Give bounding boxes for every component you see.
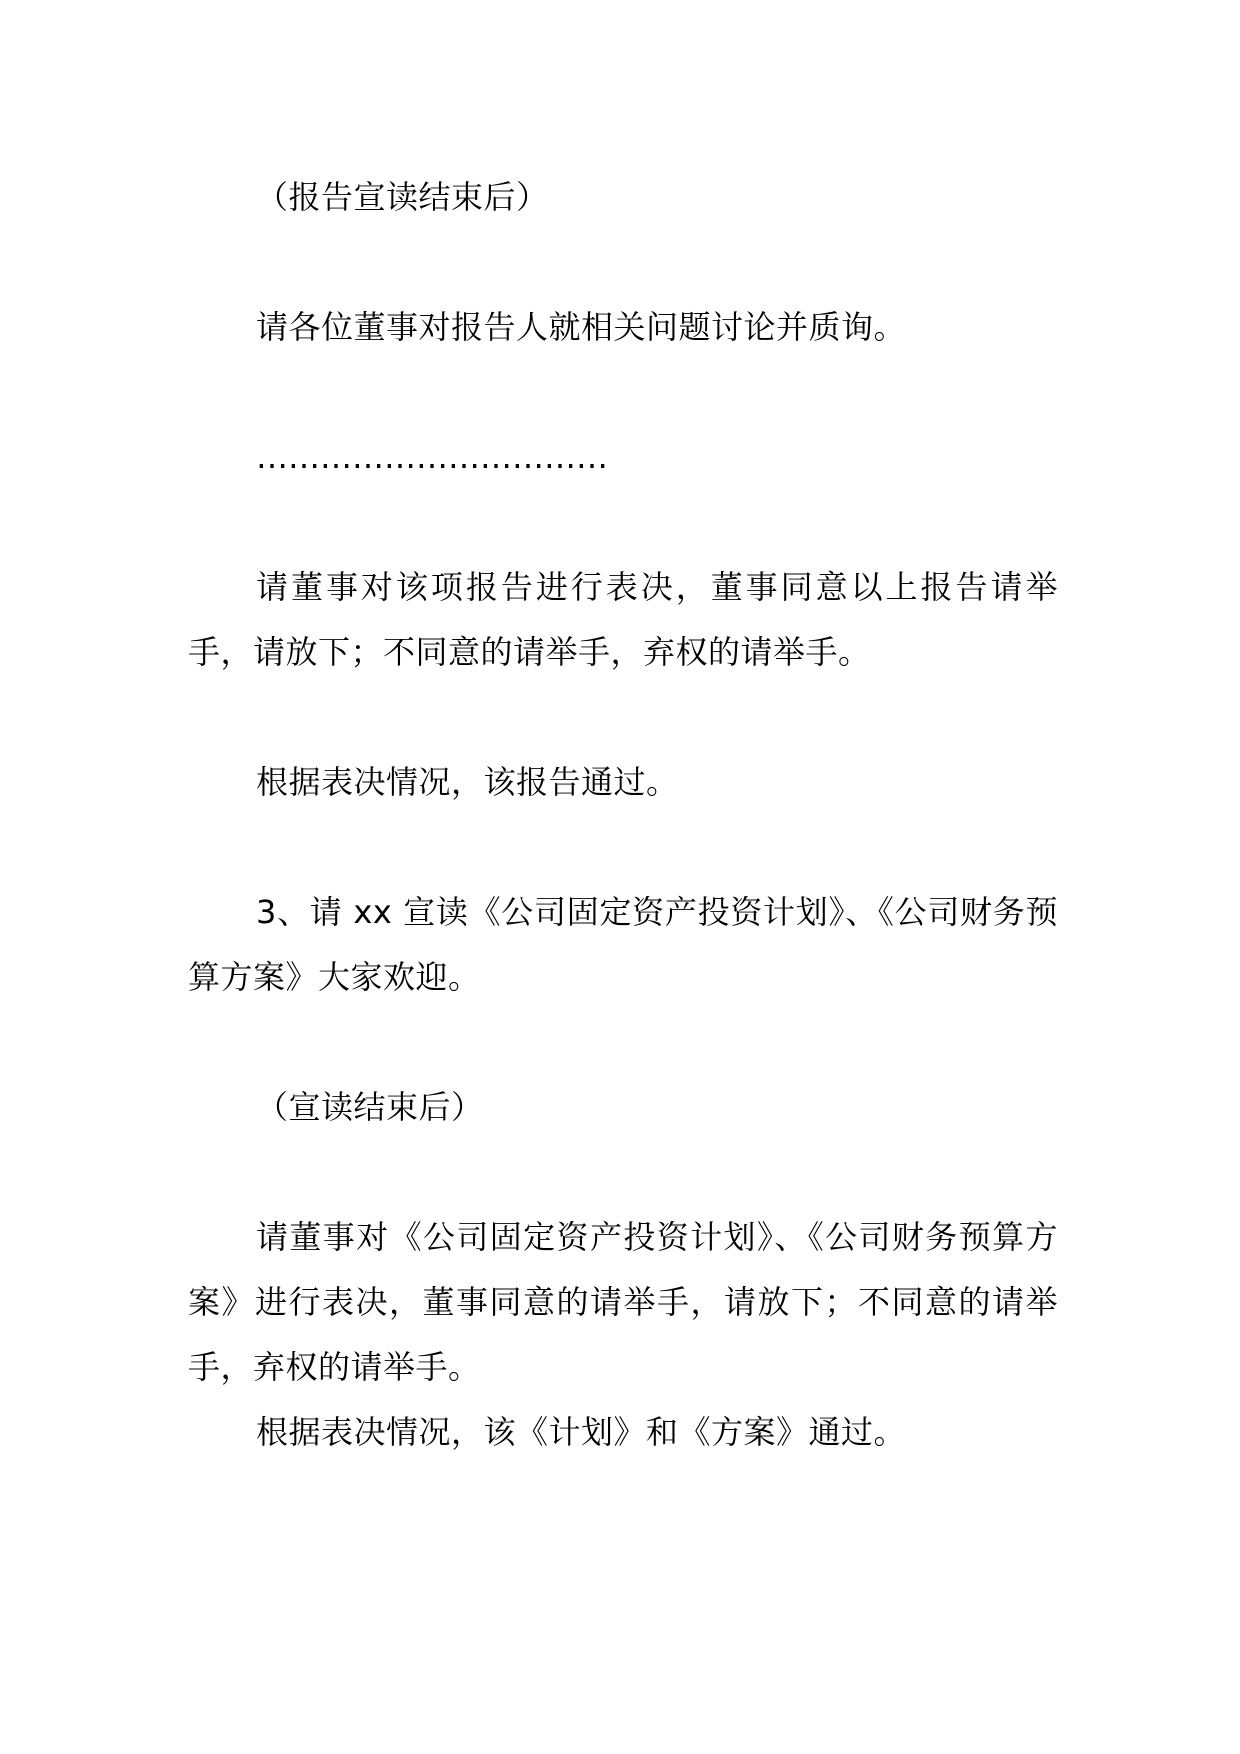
paragraph-report-passed: 根据表决情况，该报告通过。 [256,763,679,801]
paragraph-directors-question: 请各位董事对报告人就相关问题讨论并质询。 [256,308,907,346]
paragraph-report-vote: 请董事对该项报告进行表决，董事同意以上报告请举手，请放下；不同意的请举手，弃权的请举手。 [188,568,1058,671]
paragraph-after-reading: （宣读结束后） [256,1088,484,1126]
paragraph-plan-vote: 请董事对《公司固定资产投资计划》、《公司财务预算方案》进行表决，董事同意的请举手，请放下；不同意的请举手，弃权的请举手。 [188,1218,1058,1386]
paragraph-plan-passed: 根据表决情况，该《计划》和《方案》通过。 [256,1413,907,1451]
paragraph-ellipsis: …………………………… [256,438,608,476]
paragraph-item-3-reading: 3、请 xx 宣读《公司固定资产投资计划》、《公司财务预算方案》大家欢迎。 [188,893,1058,996]
paragraph-after-report-reading: （报告宣读结束后） [256,178,549,216]
